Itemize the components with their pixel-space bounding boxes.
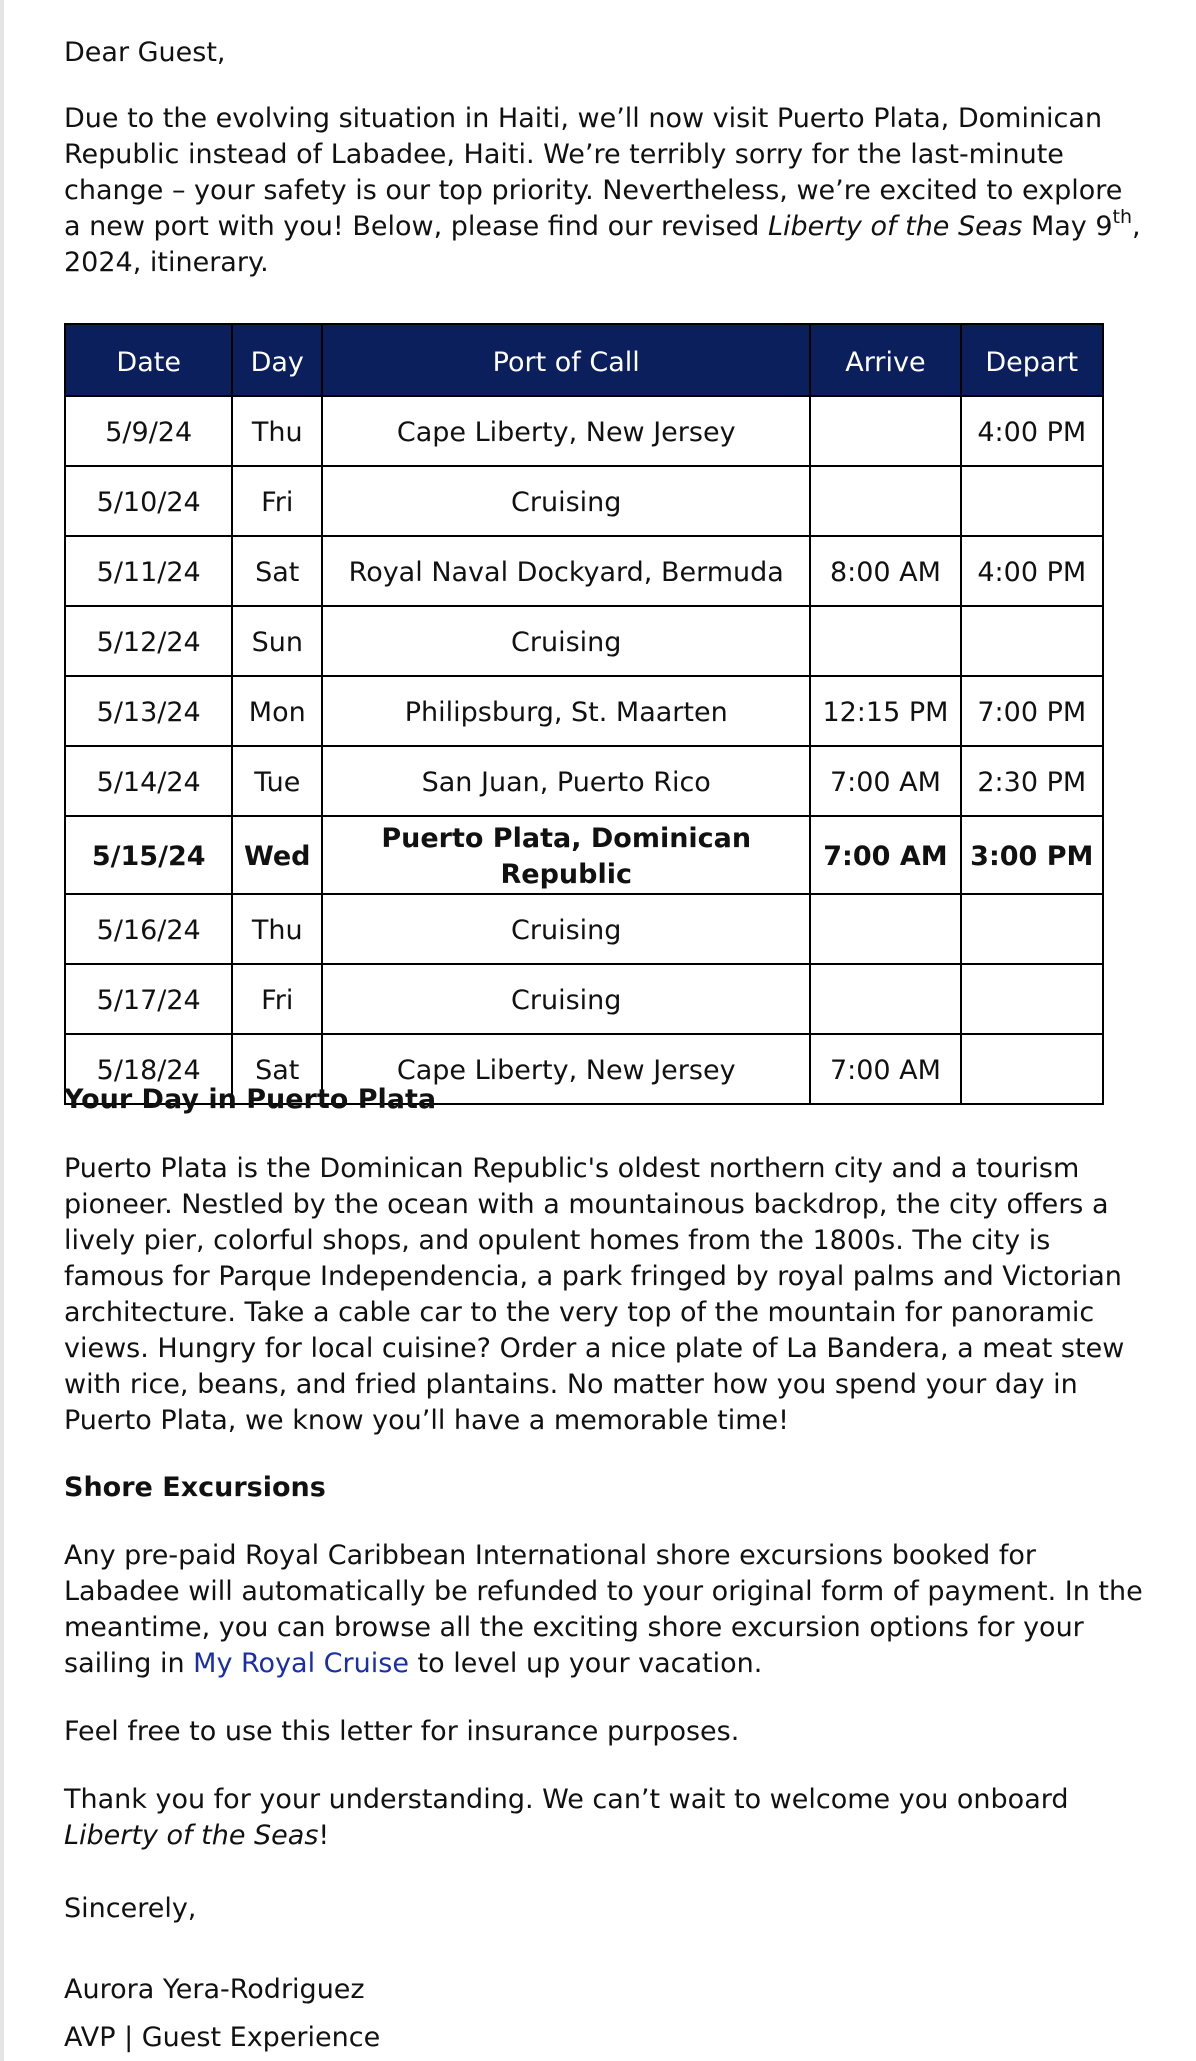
cell-port: Cape Liberty, New Jersey (322, 1034, 810, 1104)
thanks-paragraph (64, 1782, 1144, 1854)
date-ordinal: th (1112, 206, 1133, 228)
left-border (0, 0, 4, 2061)
cell-date: 5/18/24 (65, 1034, 232, 1104)
cell-arrive: 7:00 AM (810, 746, 960, 816)
intro-text: Due to the evolving situation in Haiti, we’ll now visit Puerto Plata, Dominican Republic instead of Labadee, Haiti. We’re terribly sorry for the last-minute change – your safety is our top priority. Nevertheless, we’re excited to explore a new port with you! Below, please find our revised (64, 103, 1123, 242)
cell-day: Sat (232, 536, 322, 606)
cell-depart (961, 606, 1103, 676)
table-row (65, 606, 1103, 676)
cell-arrive (810, 894, 960, 964)
cell-port: Cape Liberty, New Jersey (322, 396, 810, 466)
cell-date: 5/15/24 (65, 816, 232, 894)
ship-name: Liberty of the Seas (767, 211, 1023, 242)
puerto-plata-paragraph: Puerto Plata is the Dominican Republic's oldest northern city and a tourism pioneer. Nestled by the ocean with a mountainous backdrop, the city offers a lively pier, colorful shops, and opulent homes from the 1800s. The city is famous for Parque Independencia, a park fringed by royal palms and Victorian architecture. Take a cable car to the very top of the mountain for panoramic views. Hungry for local cuisine? Order a nice plate of La Bandera, a meat stew with rice, beans, and fried plantains. No matter how you spend your day in Puerto Plata, we know you’ll have a memorable time! (64, 1153, 1125, 1436)
cell-date: 5/10/24 (65, 466, 232, 536)
cell-port: Cruising (322, 606, 810, 676)
cell-day: Fri (232, 964, 322, 1034)
cell-depart: 2:30 PM (961, 746, 1103, 816)
itinerary-rows (65, 396, 1103, 1104)
cell-day: Fri (232, 466, 322, 536)
cell-arrive (810, 396, 960, 466)
table-row (65, 396, 1103, 466)
cell-day: Wed (232, 816, 322, 894)
table-row (65, 676, 1103, 746)
signer-name: Aurora Yera-Rodriguez (64, 1974, 365, 2005)
cell-arrive: 12:15 PM (810, 676, 960, 746)
cell-port: Cruising (322, 964, 810, 1034)
itinerary-table (64, 323, 1104, 1105)
cell-arrive (810, 466, 960, 536)
cell-day: Thu (232, 396, 322, 466)
section-heading-shore-excursions: Shore Excursions (64, 1472, 326, 1503)
cell-port: San Juan, Puerto Rico (322, 746, 810, 816)
cell-arrive (810, 964, 960, 1034)
cell-depart: 7:00 PM (961, 676, 1103, 746)
cell-day: Sun (232, 606, 322, 676)
header-arrive: Arrive (810, 324, 960, 396)
cell-day: Mon (232, 676, 322, 746)
cell-depart: 4:00 PM (961, 536, 1103, 606)
intro-date: May 9 (1022, 211, 1113, 242)
my-royal-cruise-link[interactable]: My Royal Cruise (193, 1648, 409, 1679)
intro-text-end: , 2024, itinerary. (64, 211, 1141, 278)
cell-depart (961, 1034, 1103, 1104)
table-row (65, 466, 1103, 536)
cell-arrive: 7:00 AM (810, 816, 960, 894)
cell-date: 5/9/24 (65, 396, 232, 466)
cell-depart: 3:00 PM (961, 816, 1103, 894)
thanks-text: Thank you for your understanding. We can’t wait to welcome you onboard (64, 1784, 1069, 1815)
cell-arrive (810, 606, 960, 676)
header-port: Port of Call (322, 324, 810, 396)
signer-title: AVP | Guest Experience (64, 2022, 381, 2053)
cell-port: Cruising (322, 466, 810, 536)
signoff: Sincerely, (64, 1893, 197, 1924)
shore-excursions-paragraph (64, 1538, 1144, 1682)
greeting: Dear Guest, (64, 37, 226, 68)
shore-text-end: to level up your vacation. (408, 1648, 763, 1679)
shore-text: Any pre-paid Royal Caribbean International shore excursions booked for Labadee will automatically be refunded to your original form of payment. In the meantime, you can browse all the exciting shore excursion options for your sailing in (64, 1540, 1143, 1679)
cell-date: 5/14/24 (65, 746, 232, 816)
cell-port: Puerto Plata, Dominican Republic (322, 816, 810, 894)
table-row (65, 746, 1103, 816)
cell-depart: 4:00 PM (961, 396, 1103, 466)
cell-date: 5/12/24 (65, 606, 232, 676)
cell-day: Thu (232, 894, 322, 964)
cell-day: Sat (232, 1034, 322, 1104)
insurance-note: Feel free to use this letter for insurance purposes. (64, 1716, 740, 1747)
cell-date: 5/16/24 (65, 894, 232, 964)
cell-port: Cruising (322, 894, 810, 964)
cell-date: 5/11/24 (65, 536, 232, 606)
intro-paragraph (64, 101, 1144, 281)
ship-name-closing: Liberty of the Seas (64, 1820, 319, 1851)
cell-day: Tue (232, 746, 322, 816)
table-row (65, 964, 1103, 1034)
cell-arrive: 7:00 AM (810, 1034, 960, 1104)
table-header-row (65, 324, 1103, 396)
header-date: Date (65, 324, 232, 396)
cell-port: Philipsburg, St. Maarten (322, 676, 810, 746)
cell-arrive: 8:00 AM (810, 536, 960, 606)
cell-depart (961, 894, 1103, 964)
header-day: Day (232, 324, 322, 396)
header-depart: Depart (961, 324, 1103, 396)
thanks-end: ! (318, 1820, 330, 1851)
cell-depart (961, 466, 1103, 536)
section-heading-puerto-plata: Your Day in Puerto Plata (64, 1084, 437, 1115)
table-row (65, 894, 1103, 964)
table-row (65, 536, 1103, 606)
cell-date: 5/17/24 (65, 964, 232, 1034)
cell-date: 5/13/24 (65, 676, 232, 746)
cell-port: Royal Naval Dockyard, Bermuda (322, 536, 810, 606)
table-row (65, 816, 1103, 894)
cell-depart (961, 964, 1103, 1034)
